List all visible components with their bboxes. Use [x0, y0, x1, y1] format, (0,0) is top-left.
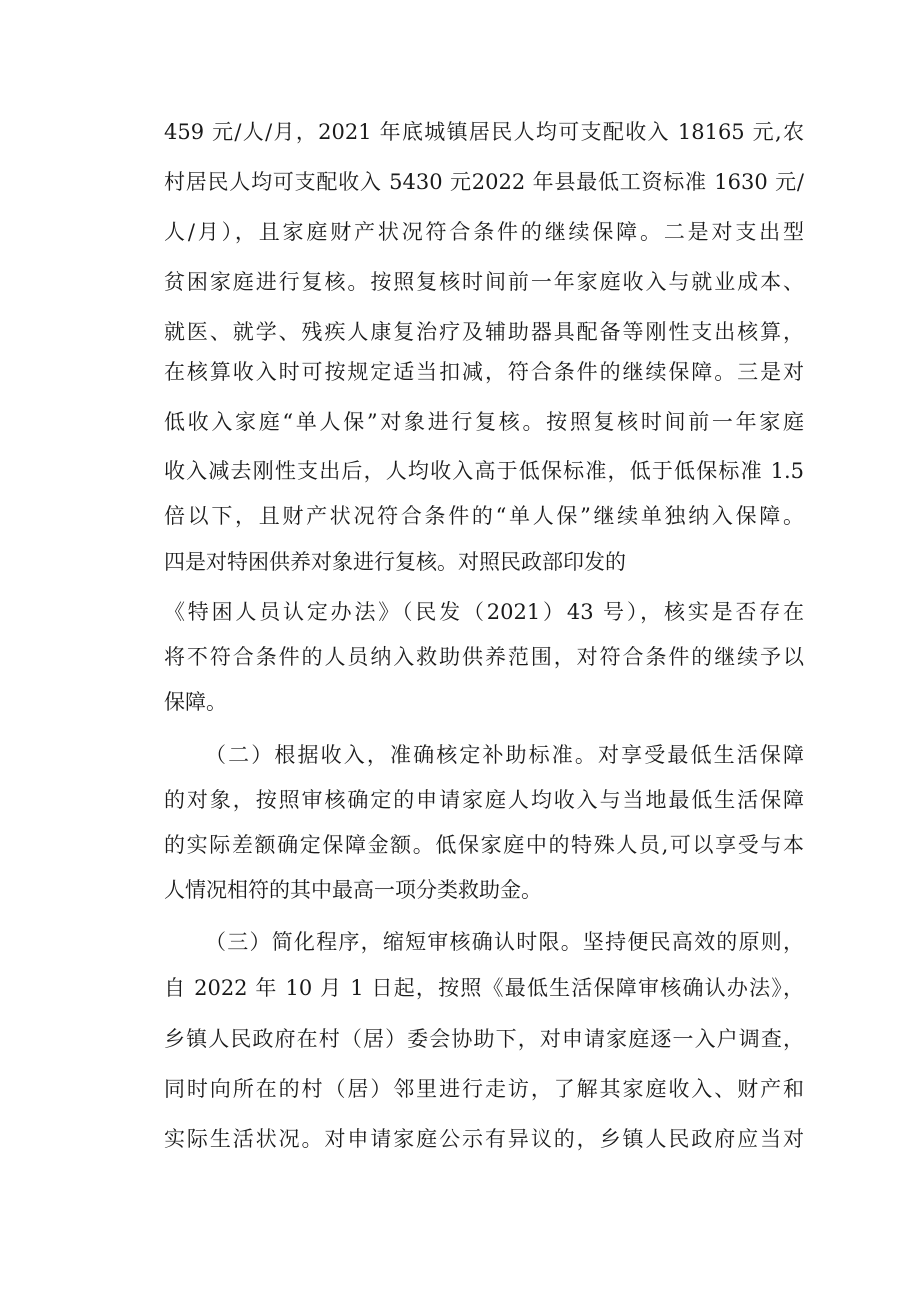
text-line: 村居民人均可支配收入 5430 元2022 年县最低工资标准 1630 元/: [164, 170, 804, 194]
text-line: 就医、就学、残疾人康复治疗及辅助器具配备等刚性支出核算，: [164, 320, 804, 344]
text-line: 人/月），且家庭财产状况符合条件的继续保障。二是对支出型: [164, 220, 804, 244]
text-line: 四是对特困供养对象进行复核。对照民政部印发的: [164, 550, 626, 574]
section-heading-line: （二）根据收入，准确核定补助标准。对享受最低生活保障: [205, 743, 804, 767]
text-line: 乡镇人民政府在村（居）委会协助下，对申请家庭逐一入户调查，: [164, 1027, 804, 1051]
text-line: 《特困人员认定办法》（民发（2021）43 号），核实是否存在: [164, 600, 804, 624]
text-line: 收入减去刚性支出后，人均收入高于低保标准，低于低保标准 1.5: [164, 459, 804, 483]
text-line: 贫困家庭进行复核。按照复核时间前一年家庭收入与就业成本、: [164, 270, 804, 294]
text-line: 实际生活状况。对申请家庭公示有异议的，乡镇人民政府应当对: [164, 1127, 804, 1151]
text-line: 自 2022 年 10 月 1 日起，按照《最低生活保障审核确认办法》，: [164, 976, 804, 1000]
text-line: 倍以下，且财产状况符合条件的“单人保”继续单独纳入保障。: [164, 504, 804, 528]
text-line: 在核算收入时可按规定适当扣减，符合条件的继续保障。三是对: [164, 360, 804, 384]
section-heading-line: （三）简化程序，缩短审核确认时限。坚持便民高效的原则，: [205, 930, 804, 954]
text-line: 的实际差额确定保障金额。低保家庭中的特殊人员,可以享受与本: [164, 833, 804, 857]
text-line: 低收入家庭“单人保”对象进行复核。按照复核时间前一年家庭: [164, 410, 804, 434]
text-line: 保障。: [164, 690, 227, 714]
text-line: 将不符合条件的人员纳入救助供养范围，对符合条件的继续予以: [164, 645, 804, 669]
text-line: 人情况相符的其中最高一项分类救助金。: [164, 878, 542, 902]
text-line: 的对象，按照审核确定的申请家庭人均收入与当地最低生活保障: [164, 788, 804, 812]
text-line: 同时向所在的村（居）邻里进行走访，了解其家庭收入、财产和: [164, 1077, 804, 1101]
text-line: 459 元/人/月，2021 年底城镇居民人均可支配收入 18165 元,农: [164, 120, 804, 144]
